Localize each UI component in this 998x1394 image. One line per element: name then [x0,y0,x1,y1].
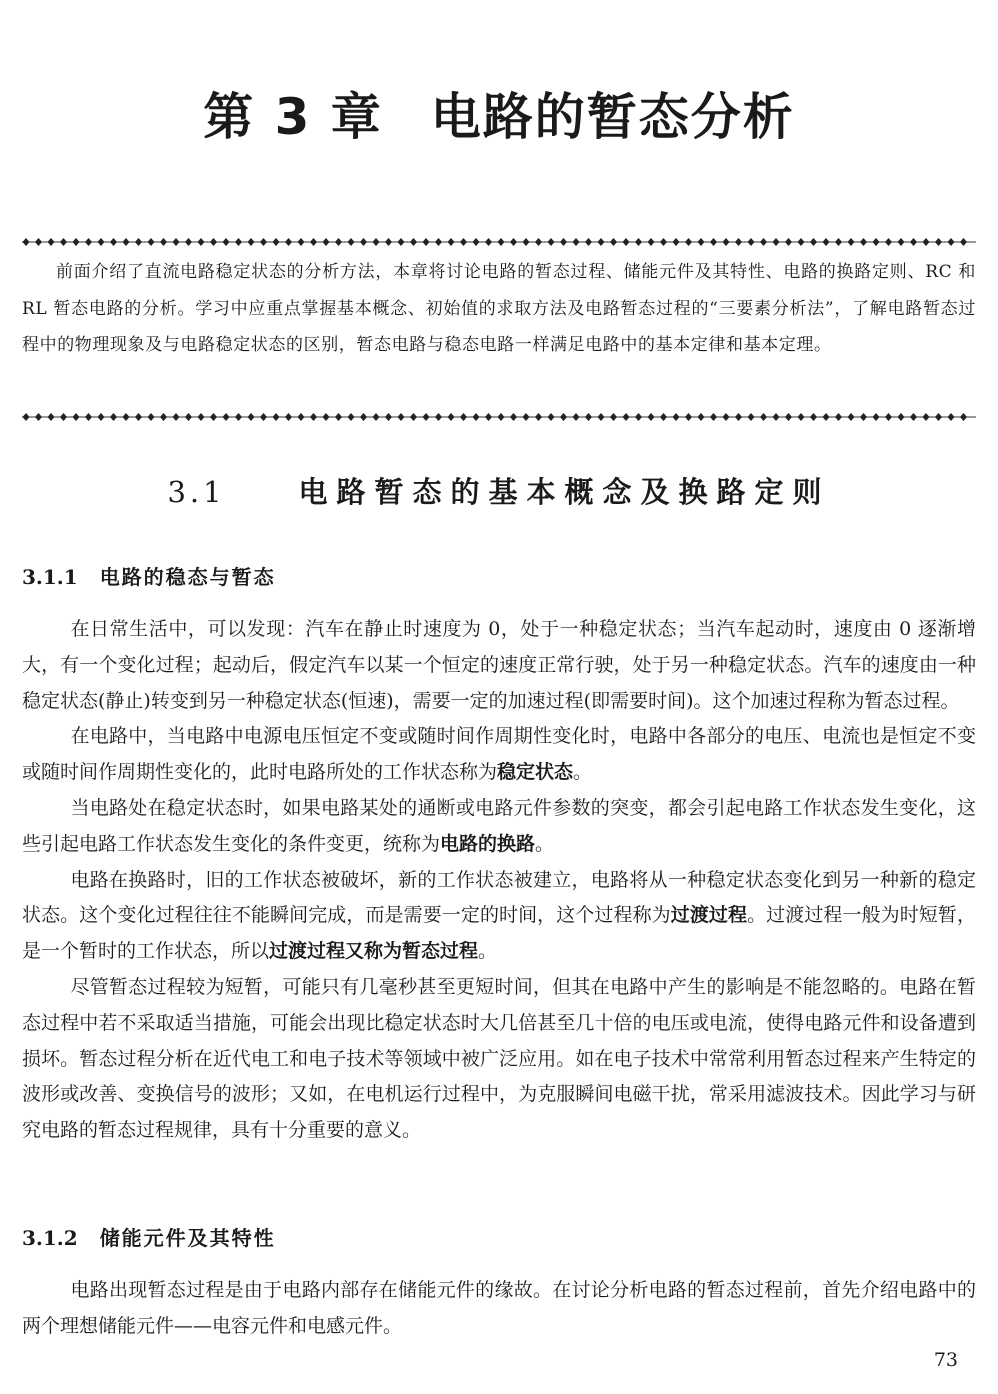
paragraph: 当电路处在稳定状态时，如果电路某处的通断或电路元件参数的突变，都会引起电路工作状态发生变化，这些引起电路工作状态发生变化的条件变更，统称为电路的换路。 [22,796,976,855]
section-heading [0,470,998,514]
chapter-title [0,82,998,152]
subsection-title: 储能元件及其特性 [99,1226,276,1250]
ornament-divider-top [22,235,976,249]
subsection-number: 3.1.1 [22,565,78,589]
section-number: 3.1 [167,475,226,509]
subsection-heading-1 [22,561,276,593]
ornament-divider-bottom [22,410,976,424]
paragraph: 电路出现暂态过程是由于电路内部存在储能元件的缘故。在讨论分析电路的暂态过程前，首先介绍电路中的两个理想储能元件——电容元件和电感元件。 [22,1279,976,1337]
bold-term: 过渡过程又称为暂态过程 [269,940,479,963]
body-text-2 [22,1273,976,1345]
chapter-number: 第 3 章 [203,88,383,146]
section-title-text: 电路暂态的基本概念及换路定则 [298,475,831,509]
paragraph: 电路在换路时，旧的工作状态被破坏，新的工作状态被建立，电路将从一种稳定状态变化到另一种新的稳定状态。这个变化过程往往不能瞬间完成，而是需要一定的时间，这个过程称为过渡过程。过渡过程一般为时短暂，是一个暂时的工作状态，所以过渡过程又称为暂态过程。 [22,868,976,963]
body-text-1 [22,612,976,1149]
subsection-title: 电路的稳态与暂态 [99,565,276,589]
bold-term: 稳定状态 [497,761,574,784]
paragraph: 尽管暂态过程较为短暂，可能只有几毫秒甚至更短时间，但其在电路中产生的影响是不能忽略的。电路在暂态过程中若不采取适当措施，可能会出现比稳定状态时大几倍甚至几十倍的电压或电流，使得电路元件和设备遭到损坏。暂态过程分析在近代电工和电子技术等领域中被广泛应用。如在电子技术中常常利用暂态过程来产生特定的波形或改善、变换信号的波形；又如，在电机运行过程中，为克服瞬间电磁干扰，常采用滤波技术。因此学习与研究电路的暂态过程规律，具有十分重要的意义。 [22,975,976,1142]
subsection-heading-2 [22,1222,276,1254]
bold-term: 过渡过程 [670,904,748,927]
paragraph: 在电路中，当电路中电源电压恒定不变或随时间作周期性变化时，电路中各部分的电压、电流也是恒定不变或随时间作周期性变化的，此时电路所处的工作状态称为稳定状态。 [22,725,976,784]
page-number: 73 [933,1349,958,1371]
subsection-number: 3.1.2 [22,1226,78,1250]
chapter-name: 电路的暂态分析 [430,88,795,146]
chapter-abstract [22,254,976,364]
abstract-text: 前面介绍了直流电路稳定状态的分析方法，本章将讨论电路的暂态过程、储能元件及其特性、电路的换路定则、RC 和 RL 暂态电路的分析。学习中应重点掌握基本概念、初始值的求取方法及电路暂态过程的“三要素分析法”，了解电路暂态过程中的物理现象及与电路稳定状态的区别，暂态电路与稳态电路一样满足电路中的基本定律和基本定理。 [22,262,976,355]
bold-term: 电路的换路 [440,832,536,855]
paragraph: 在日常生活中，可以发现：汽车在静止时速度为 0，处于一种稳定状态；当汽车起动时，速度由 0 逐渐增大，有一个变化过程；起动后，假定汽车以某一个恒定的速度正常行驶，处于另一种稳定状态。汽车的速度由一种稳定状态(静止)转变到另一种稳定状态(恒速)，需要一定的加速过程(即需要时间)。这个加速过程称为暂态过程。 [22,618,976,712]
